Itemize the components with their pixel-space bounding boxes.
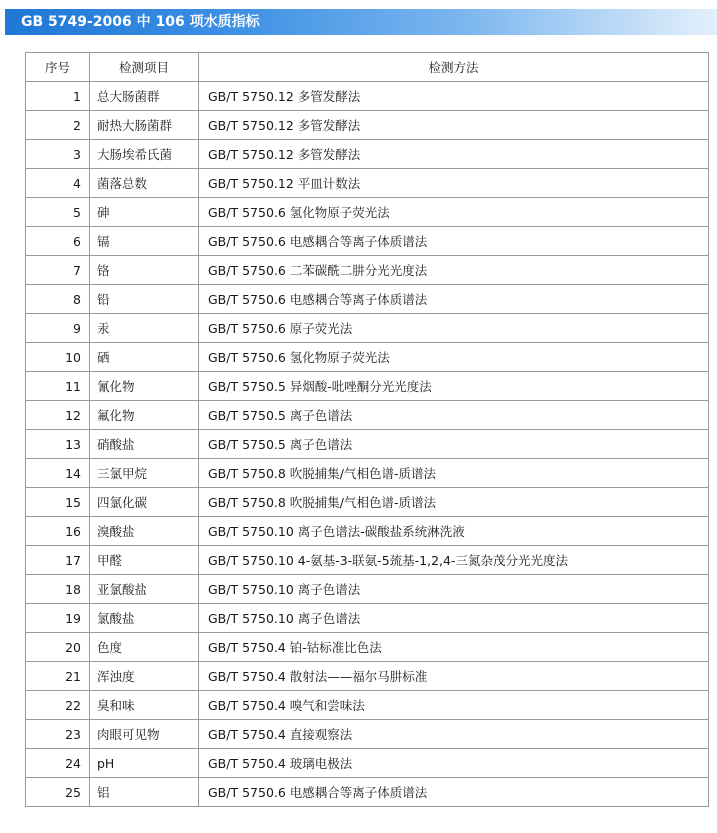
row-item: 耐热大肠菌群 bbox=[90, 111, 199, 140]
row-serial: 23 bbox=[26, 720, 90, 749]
water-quality-table-container bbox=[25, 52, 708, 807]
row-serial: 8 bbox=[26, 285, 90, 314]
row-item: 菌落总数 bbox=[90, 169, 199, 198]
row-serial: 17 bbox=[26, 546, 90, 575]
table-row bbox=[26, 546, 709, 575]
row-serial: 3 bbox=[26, 140, 90, 169]
row-item: 肉眼可见物 bbox=[90, 720, 199, 749]
row-item: 臭和味 bbox=[90, 691, 199, 720]
row-item: 铅 bbox=[90, 285, 199, 314]
table-row bbox=[26, 401, 709, 430]
row-item: 氰化物 bbox=[90, 372, 199, 401]
row-method: GB/T 5750.12 平皿计数法 bbox=[199, 169, 709, 198]
table-row bbox=[26, 314, 709, 343]
table-row bbox=[26, 111, 709, 140]
row-serial: 25 bbox=[26, 778, 90, 807]
row-item: 溴酸盐 bbox=[90, 517, 199, 546]
row-serial: 12 bbox=[26, 401, 90, 430]
row-serial: 15 bbox=[26, 488, 90, 517]
row-serial: 18 bbox=[26, 575, 90, 604]
row-method: GB/T 5750.4 铂-钴标准比色法 bbox=[199, 633, 709, 662]
row-item: 四氯化碳 bbox=[90, 488, 199, 517]
row-item: 硝酸盐 bbox=[90, 430, 199, 459]
row-serial: 9 bbox=[26, 314, 90, 343]
table-row bbox=[26, 372, 709, 401]
row-method: GB/T 5750.5 离子色谱法 bbox=[199, 401, 709, 430]
row-method: GB/T 5750.6 电感耦合等离子体质谱法 bbox=[199, 227, 709, 256]
row-item: 三氯甲烷 bbox=[90, 459, 199, 488]
row-serial: 10 bbox=[26, 343, 90, 372]
row-item: 铬 bbox=[90, 256, 199, 285]
row-method: GB/T 5750.4 嗅气和尝味法 bbox=[199, 691, 709, 720]
table-row bbox=[26, 140, 709, 169]
header-serial: 序号 bbox=[26, 53, 90, 82]
row-item: 甲醛 bbox=[90, 546, 199, 575]
row-item: 氯酸盐 bbox=[90, 604, 199, 633]
table-row bbox=[26, 459, 709, 488]
table-row bbox=[26, 488, 709, 517]
table-row bbox=[26, 256, 709, 285]
row-item: 色度 bbox=[90, 633, 199, 662]
table-row bbox=[26, 633, 709, 662]
row-method: GB/T 5750.5 异烟酸-吡唑酮分光光度法 bbox=[199, 372, 709, 401]
row-method: GB/T 5750.4 玻璃电极法 bbox=[199, 749, 709, 778]
table-row bbox=[26, 662, 709, 691]
row-item: pH bbox=[90, 749, 199, 778]
row-serial: 16 bbox=[26, 517, 90, 546]
row-method: GB/T 5750.6 氢化物原子荧光法 bbox=[199, 343, 709, 372]
row-serial: 19 bbox=[26, 604, 90, 633]
row-serial: 1 bbox=[26, 82, 90, 111]
table-header-row bbox=[26, 53, 709, 82]
row-method: GB/T 5750.4 散射法——福尔马肼标准 bbox=[199, 662, 709, 691]
row-serial: 4 bbox=[26, 169, 90, 198]
table-row bbox=[26, 691, 709, 720]
table-row bbox=[26, 720, 709, 749]
row-item: 亚氯酸盐 bbox=[90, 575, 199, 604]
row-method: GB/T 5750.6 电感耦合等离子体质谱法 bbox=[199, 778, 709, 807]
row-method: GB/T 5750.12 多管发酵法 bbox=[199, 140, 709, 169]
row-item: 浑浊度 bbox=[90, 662, 199, 691]
row-item: 汞 bbox=[90, 314, 199, 343]
row-item: 氟化物 bbox=[90, 401, 199, 430]
row-item: 大肠埃希氏菌 bbox=[90, 140, 199, 169]
row-item: 镉 bbox=[90, 227, 199, 256]
row-method: GB/T 5750.12 多管发酵法 bbox=[199, 111, 709, 140]
table-row bbox=[26, 430, 709, 459]
row-serial: 6 bbox=[26, 227, 90, 256]
row-serial: 14 bbox=[26, 459, 90, 488]
row-serial: 24 bbox=[26, 749, 90, 778]
table-row bbox=[26, 169, 709, 198]
row-method: GB/T 5750.6 电感耦合等离子体质谱法 bbox=[199, 285, 709, 314]
row-method: GB/T 5750.5 离子色谱法 bbox=[199, 430, 709, 459]
table-row bbox=[26, 778, 709, 807]
row-item: 铝 bbox=[90, 778, 199, 807]
water-quality-table bbox=[25, 52, 709, 807]
row-method: GB/T 5750.8 吹脱捕集/气相色谱-质谱法 bbox=[199, 459, 709, 488]
row-serial: 11 bbox=[26, 372, 90, 401]
table-row bbox=[26, 82, 709, 111]
row-serial: 22 bbox=[26, 691, 90, 720]
table-row bbox=[26, 343, 709, 372]
row-item: 总大肠菌群 bbox=[90, 82, 199, 111]
row-method: GB/T 5750.6 原子荧光法 bbox=[199, 314, 709, 343]
row-method: GB/T 5750.8 吹脱捕集/气相色谱-质谱法 bbox=[199, 488, 709, 517]
page-title: GB 5749-2006 中 106 项水质指标 bbox=[5, 9, 717, 35]
row-method: GB/T 5750.4 直接观察法 bbox=[199, 720, 709, 749]
row-serial: 2 bbox=[26, 111, 90, 140]
table-row bbox=[26, 749, 709, 778]
table-row bbox=[26, 227, 709, 256]
row-method: GB/T 5750.10 4-氨基-3-联氨-5巯基-1,2,4-三氮杂茂分光光度法 bbox=[199, 546, 709, 575]
row-serial: 20 bbox=[26, 633, 90, 662]
table-row bbox=[26, 517, 709, 546]
table-row bbox=[26, 604, 709, 633]
row-method: GB/T 5750.12 多管发酵法 bbox=[199, 82, 709, 111]
header-method: 检测方法 bbox=[199, 53, 709, 82]
row-serial: 5 bbox=[26, 198, 90, 227]
row-method: GB/T 5750.6 氢化物原子荧光法 bbox=[199, 198, 709, 227]
row-item: 砷 bbox=[90, 198, 199, 227]
row-item: 硒 bbox=[90, 343, 199, 372]
row-method: GB/T 5750.10 离子色谱法 bbox=[199, 604, 709, 633]
row-serial: 21 bbox=[26, 662, 90, 691]
row-method: GB/T 5750.10 离子色谱法-碳酸盐系统淋洗液 bbox=[199, 517, 709, 546]
row-serial: 7 bbox=[26, 256, 90, 285]
row-serial: 13 bbox=[26, 430, 90, 459]
row-method: GB/T 5750.6 二苯碳酰二肼分光光度法 bbox=[199, 256, 709, 285]
header-item: 检测项目 bbox=[90, 53, 199, 82]
row-method: GB/T 5750.10 离子色谱法 bbox=[199, 575, 709, 604]
table-row bbox=[26, 198, 709, 227]
table-row bbox=[26, 285, 709, 314]
table-row bbox=[26, 575, 709, 604]
